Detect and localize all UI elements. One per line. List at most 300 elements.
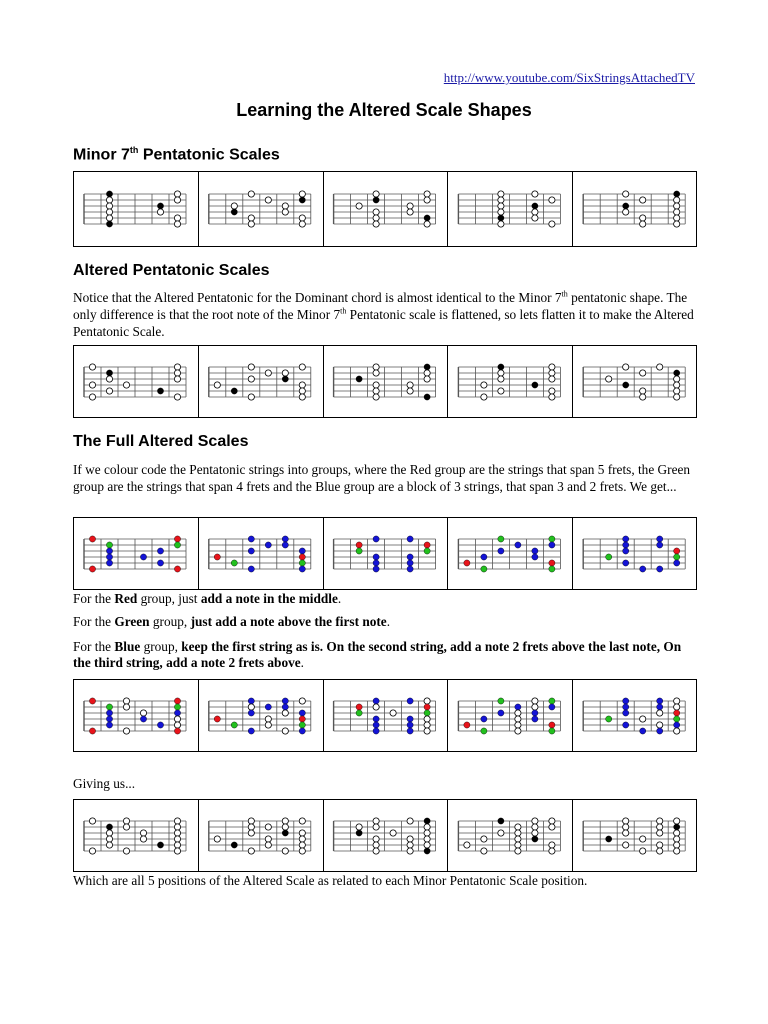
note-dot [640, 394, 646, 400]
para-sup-1: th [561, 289, 568, 299]
note-dot [282, 704, 288, 710]
note-dot [123, 848, 129, 854]
note-dot [674, 824, 680, 830]
note-dot [549, 722, 555, 728]
note-dot [248, 536, 254, 542]
note-dot [282, 698, 288, 704]
note-dot [373, 560, 379, 566]
note-dot [265, 836, 271, 842]
note-dot [407, 209, 413, 215]
note-dot [424, 704, 430, 710]
note-dot [424, 221, 430, 227]
note-dot [407, 536, 413, 542]
note-dot [231, 842, 237, 848]
note-dot [674, 836, 680, 842]
note-dot [424, 830, 430, 836]
note-dot [248, 566, 254, 572]
note-dot [356, 548, 362, 554]
note-dot [498, 830, 504, 836]
note-dot [606, 554, 612, 560]
note-dot [515, 848, 521, 854]
note-dot [674, 191, 680, 197]
note-dot [407, 818, 413, 824]
note-dot [106, 203, 112, 209]
note-dot [515, 728, 521, 734]
note-dot [623, 830, 629, 836]
note-dot [640, 197, 646, 203]
text-bold: keep the first string as is. On the second string, add a note 2 frets above the last note, On the third string, add a note 2 frets above [73, 639, 682, 670]
note-dot [407, 560, 413, 566]
note-dot [657, 848, 663, 854]
text-bold: Green [114, 614, 150, 629]
text: For the [73, 614, 115, 629]
note-dot [299, 818, 305, 824]
note-dot [373, 191, 379, 197]
note-dot [549, 848, 555, 854]
note-dot [515, 824, 521, 830]
note-dot [515, 716, 521, 722]
note-dot [299, 848, 305, 854]
fretboard-diagram [334, 536, 436, 572]
note-dot [623, 364, 629, 370]
note-dot [373, 848, 379, 854]
note-dot [424, 197, 430, 203]
note-dot [174, 848, 180, 854]
note-dot [640, 848, 646, 854]
note-dot [282, 209, 288, 215]
note-dot [407, 554, 413, 560]
note-dot [106, 554, 112, 560]
note-dot [265, 824, 271, 830]
note-dot [174, 542, 180, 548]
note-dot [424, 698, 430, 704]
note-dot [657, 566, 663, 572]
note-dot [481, 836, 487, 842]
note-dot [549, 394, 555, 400]
instruction-green [73, 614, 697, 630]
fretboard-diagram [209, 536, 311, 572]
note-dot [606, 376, 612, 382]
note-dot [640, 728, 646, 734]
note-dot [174, 818, 180, 824]
note-dot [674, 560, 680, 566]
note-dot [640, 388, 646, 394]
note-dot [265, 842, 271, 848]
note-dot [248, 215, 254, 221]
note-dot [174, 364, 180, 370]
note-dot [356, 704, 362, 710]
text: group, [149, 614, 191, 629]
note-dot [231, 388, 237, 394]
note-dot [106, 209, 112, 215]
note-dot [299, 548, 305, 554]
note-dot [248, 704, 254, 710]
note-dot [532, 710, 538, 716]
note-dot [265, 716, 271, 722]
note-dot [157, 560, 163, 566]
note-dot [106, 716, 112, 722]
note-dot [89, 364, 95, 370]
note-dot [265, 704, 271, 710]
note-dot [464, 560, 470, 566]
text: For the [73, 639, 115, 654]
note-dot [390, 830, 396, 836]
note-dot [407, 716, 413, 722]
note-dot [373, 704, 379, 710]
note-dot [248, 818, 254, 824]
note-dot [282, 728, 288, 734]
note-dot [157, 842, 163, 848]
note-dot [657, 728, 663, 734]
note-dot [549, 388, 555, 394]
note-dot [657, 698, 663, 704]
note-dot [174, 221, 180, 227]
note-dot [674, 830, 680, 836]
diagram-row-minor7-pentatonic [73, 171, 697, 247]
note-dot [407, 722, 413, 728]
note-dot [424, 728, 430, 734]
note-dot [106, 191, 112, 197]
note-dot [424, 542, 430, 548]
fretboard-diagram [209, 818, 311, 854]
note-dot [299, 382, 305, 388]
fretboard-diagram [334, 364, 436, 400]
note-dot [674, 710, 680, 716]
note-dot [140, 716, 146, 722]
note-dot [356, 830, 362, 836]
note-dot [174, 710, 180, 716]
note-dot [174, 704, 180, 710]
diagram-row-color-coded [73, 517, 697, 590]
note-dot [373, 842, 379, 848]
note-dot [299, 722, 305, 728]
note-dot [356, 376, 362, 382]
note-dot [674, 209, 680, 215]
note-dot [424, 722, 430, 728]
note-dot [123, 382, 129, 388]
note-dot [532, 698, 538, 704]
note-dot [373, 554, 379, 560]
note-dot [532, 554, 538, 560]
closing-text: Which are all 5 positions of the Altered Scale as related to each Minor Pentatonic Scale position. [73, 873, 588, 888]
note-dot [106, 542, 112, 548]
note-dot [373, 728, 379, 734]
note-dot [481, 848, 487, 854]
note-dot [407, 698, 413, 704]
fretboard-diagram [209, 698, 311, 734]
note-dot [674, 728, 680, 734]
note-dot [106, 842, 112, 848]
fretboard-diagram [209, 191, 311, 227]
note-dot [532, 818, 538, 824]
note-dot [356, 824, 362, 830]
note-dot [407, 382, 413, 388]
note-dot [299, 554, 305, 560]
fretboard-diagram [583, 536, 685, 572]
note-dot [515, 842, 521, 848]
note-dot [299, 364, 305, 370]
note-dot [424, 191, 430, 197]
note-dot [498, 370, 504, 376]
note-dot [299, 830, 305, 836]
note-dot [248, 191, 254, 197]
note-dot [174, 536, 180, 542]
note-dot [106, 376, 112, 382]
heading-minor7-pentatonic [73, 145, 280, 164]
note-dot [549, 197, 555, 203]
fretboard-diagram [84, 536, 186, 572]
note-dot [282, 203, 288, 209]
note-dot [532, 209, 538, 215]
note-dot [174, 836, 180, 842]
para-text-1: Notice that the Altered Pentatonic for the Dominant chord is almost identical to the Minor 7 [73, 290, 562, 305]
note-dot [248, 698, 254, 704]
note-dot [282, 370, 288, 376]
text: group, just [137, 591, 201, 606]
note-dot [299, 191, 305, 197]
note-dot [157, 203, 163, 209]
note-dot [515, 704, 521, 710]
note-dot [265, 722, 271, 728]
note-dot [106, 824, 112, 830]
note-dot [299, 394, 305, 400]
note-dot [373, 824, 379, 830]
note-dot [623, 704, 629, 710]
note-dot [299, 836, 305, 842]
note-dot [424, 394, 430, 400]
note-dot [674, 215, 680, 221]
note-dot [424, 710, 430, 716]
note-dot [549, 542, 555, 548]
note-dot [174, 394, 180, 400]
note-dot [299, 215, 305, 221]
note-dot [299, 566, 305, 572]
text-bold: Blue [114, 639, 141, 654]
note-dot [532, 548, 538, 554]
text-bold: just add a note above the first note [190, 614, 387, 629]
fretboard-diagram [84, 191, 186, 227]
fretboard-diagram [84, 698, 186, 734]
note-dot [549, 728, 555, 734]
note-dot [424, 215, 430, 221]
note-dot [674, 818, 680, 824]
note-dot [623, 842, 629, 848]
note-dot [174, 728, 180, 734]
note-dot [214, 836, 220, 842]
note-dot [424, 364, 430, 370]
note-dot [481, 566, 487, 572]
note-dot [214, 382, 220, 388]
note-dot [89, 698, 95, 704]
note-dot [424, 376, 430, 382]
note-dot [373, 566, 379, 572]
note-dot [623, 824, 629, 830]
note-dot [549, 704, 555, 710]
note-dot [248, 710, 254, 716]
note-dot [481, 728, 487, 734]
note-dot [106, 560, 112, 566]
note-dot [498, 536, 504, 542]
note-dot [174, 215, 180, 221]
note-dot [174, 370, 180, 376]
note-dot [407, 566, 413, 572]
note-dot [498, 376, 504, 382]
note-dot [532, 824, 538, 830]
note-dot [498, 191, 504, 197]
para-text-2: pentatonic shape. The only difference is that the root note of the Minor 7 [73, 290, 688, 322]
note-dot [549, 824, 555, 830]
fretboard-diagram [583, 191, 685, 227]
note-dot [498, 710, 504, 716]
note-dot [89, 818, 95, 824]
note-dot [623, 536, 629, 542]
note-dot [424, 848, 430, 854]
youtube-link[interactable]: http://www.youtube.com/SixStringsAttachedTV [443, 70, 695, 85]
note-dot [606, 716, 612, 722]
note-dot [373, 370, 379, 376]
text: group, [140, 639, 182, 654]
note-dot [515, 542, 521, 548]
note-dot [674, 548, 680, 554]
note-dot [657, 842, 663, 848]
note-dot [481, 554, 487, 560]
note-dot [174, 197, 180, 203]
note-dot [106, 215, 112, 221]
note-dot [174, 722, 180, 728]
note-dot [515, 710, 521, 716]
note-dot [140, 710, 146, 716]
heading-full-altered: The Full Altered Scales [73, 433, 249, 450]
note-dot [248, 548, 254, 554]
note-dot [640, 370, 646, 376]
note-dot [248, 394, 254, 400]
note-dot [299, 388, 305, 394]
note-dot [248, 364, 254, 370]
note-dot [106, 722, 112, 728]
note-dot [532, 203, 538, 209]
note-dot [407, 842, 413, 848]
note-dot [674, 388, 680, 394]
note-dot [623, 710, 629, 716]
note-dot [424, 548, 430, 554]
note-dot [623, 548, 629, 554]
note-dot [498, 215, 504, 221]
note-dot [356, 542, 362, 548]
note-dot [265, 542, 271, 548]
note-dot [407, 836, 413, 842]
note-dot [373, 221, 379, 227]
note-dot [106, 221, 112, 227]
diagram-row-full-altered [73, 799, 697, 872]
note-dot [498, 203, 504, 209]
fretboard-diagram [583, 364, 685, 400]
note-dot [549, 370, 555, 376]
note-dot [424, 836, 430, 842]
note-dot [532, 830, 538, 836]
note-dot [140, 836, 146, 842]
note-dot [214, 554, 220, 560]
note-dot [123, 818, 129, 824]
note-dot [373, 215, 379, 221]
note-dot [174, 566, 180, 572]
altered-pentatonic-paragraph [73, 289, 697, 340]
note-dot [282, 710, 288, 716]
note-dot [282, 830, 288, 836]
text-bold: add a note in the middle [200, 591, 338, 606]
note-dot [623, 560, 629, 566]
note-dot [532, 704, 538, 710]
note-dot [481, 716, 487, 722]
note-dot [623, 722, 629, 728]
note-dot [89, 536, 95, 542]
note-dot [674, 382, 680, 388]
note-dot [373, 382, 379, 388]
note-dot [157, 548, 163, 554]
note-dot [248, 848, 254, 854]
note-dot [623, 191, 629, 197]
note-dot [106, 197, 112, 203]
note-dot [106, 548, 112, 554]
text: . [337, 591, 342, 606]
note-dot [231, 722, 237, 728]
note-dot [657, 830, 663, 836]
note-dot [640, 716, 646, 722]
fretboard-diagram [583, 698, 685, 734]
note-dot [174, 824, 180, 830]
note-dot [657, 542, 663, 548]
note-dot [89, 848, 95, 854]
note-dot [106, 830, 112, 836]
note-dot [640, 566, 646, 572]
fretboard-diagram [334, 698, 436, 734]
note-dot [549, 221, 555, 227]
diagram-row-full-altered-colored [73, 679, 697, 752]
note-dot [174, 376, 180, 382]
note-dot [123, 728, 129, 734]
note-dot [498, 388, 504, 394]
note-dot [674, 722, 680, 728]
note-dot [657, 710, 663, 716]
note-dot [373, 722, 379, 728]
fretboard-diagram [84, 818, 186, 854]
note-dot [89, 394, 95, 400]
note-dot [424, 818, 430, 824]
note-dot [390, 710, 396, 716]
note-dot [424, 824, 430, 830]
fretboard-diagram [334, 818, 436, 854]
para-sup-2: th [340, 306, 347, 316]
note-dot [674, 554, 680, 560]
note-dot [623, 209, 629, 215]
note-dot [373, 394, 379, 400]
note-dot [481, 394, 487, 400]
note-dot [231, 209, 237, 215]
note-dot [674, 716, 680, 722]
note-dot [282, 818, 288, 824]
note-dot [157, 388, 163, 394]
note-dot [248, 376, 254, 382]
note-dot [248, 221, 254, 227]
note-dot [674, 376, 680, 382]
note-dot [657, 704, 663, 710]
note-dot [106, 388, 112, 394]
note-dot [549, 818, 555, 824]
note-dot [356, 203, 362, 209]
fretboard-diagram [84, 364, 186, 400]
note-dot [174, 716, 180, 722]
note-dot [498, 548, 504, 554]
heading-altered-pentatonic: Altered Pentatonic Scales [73, 262, 270, 279]
